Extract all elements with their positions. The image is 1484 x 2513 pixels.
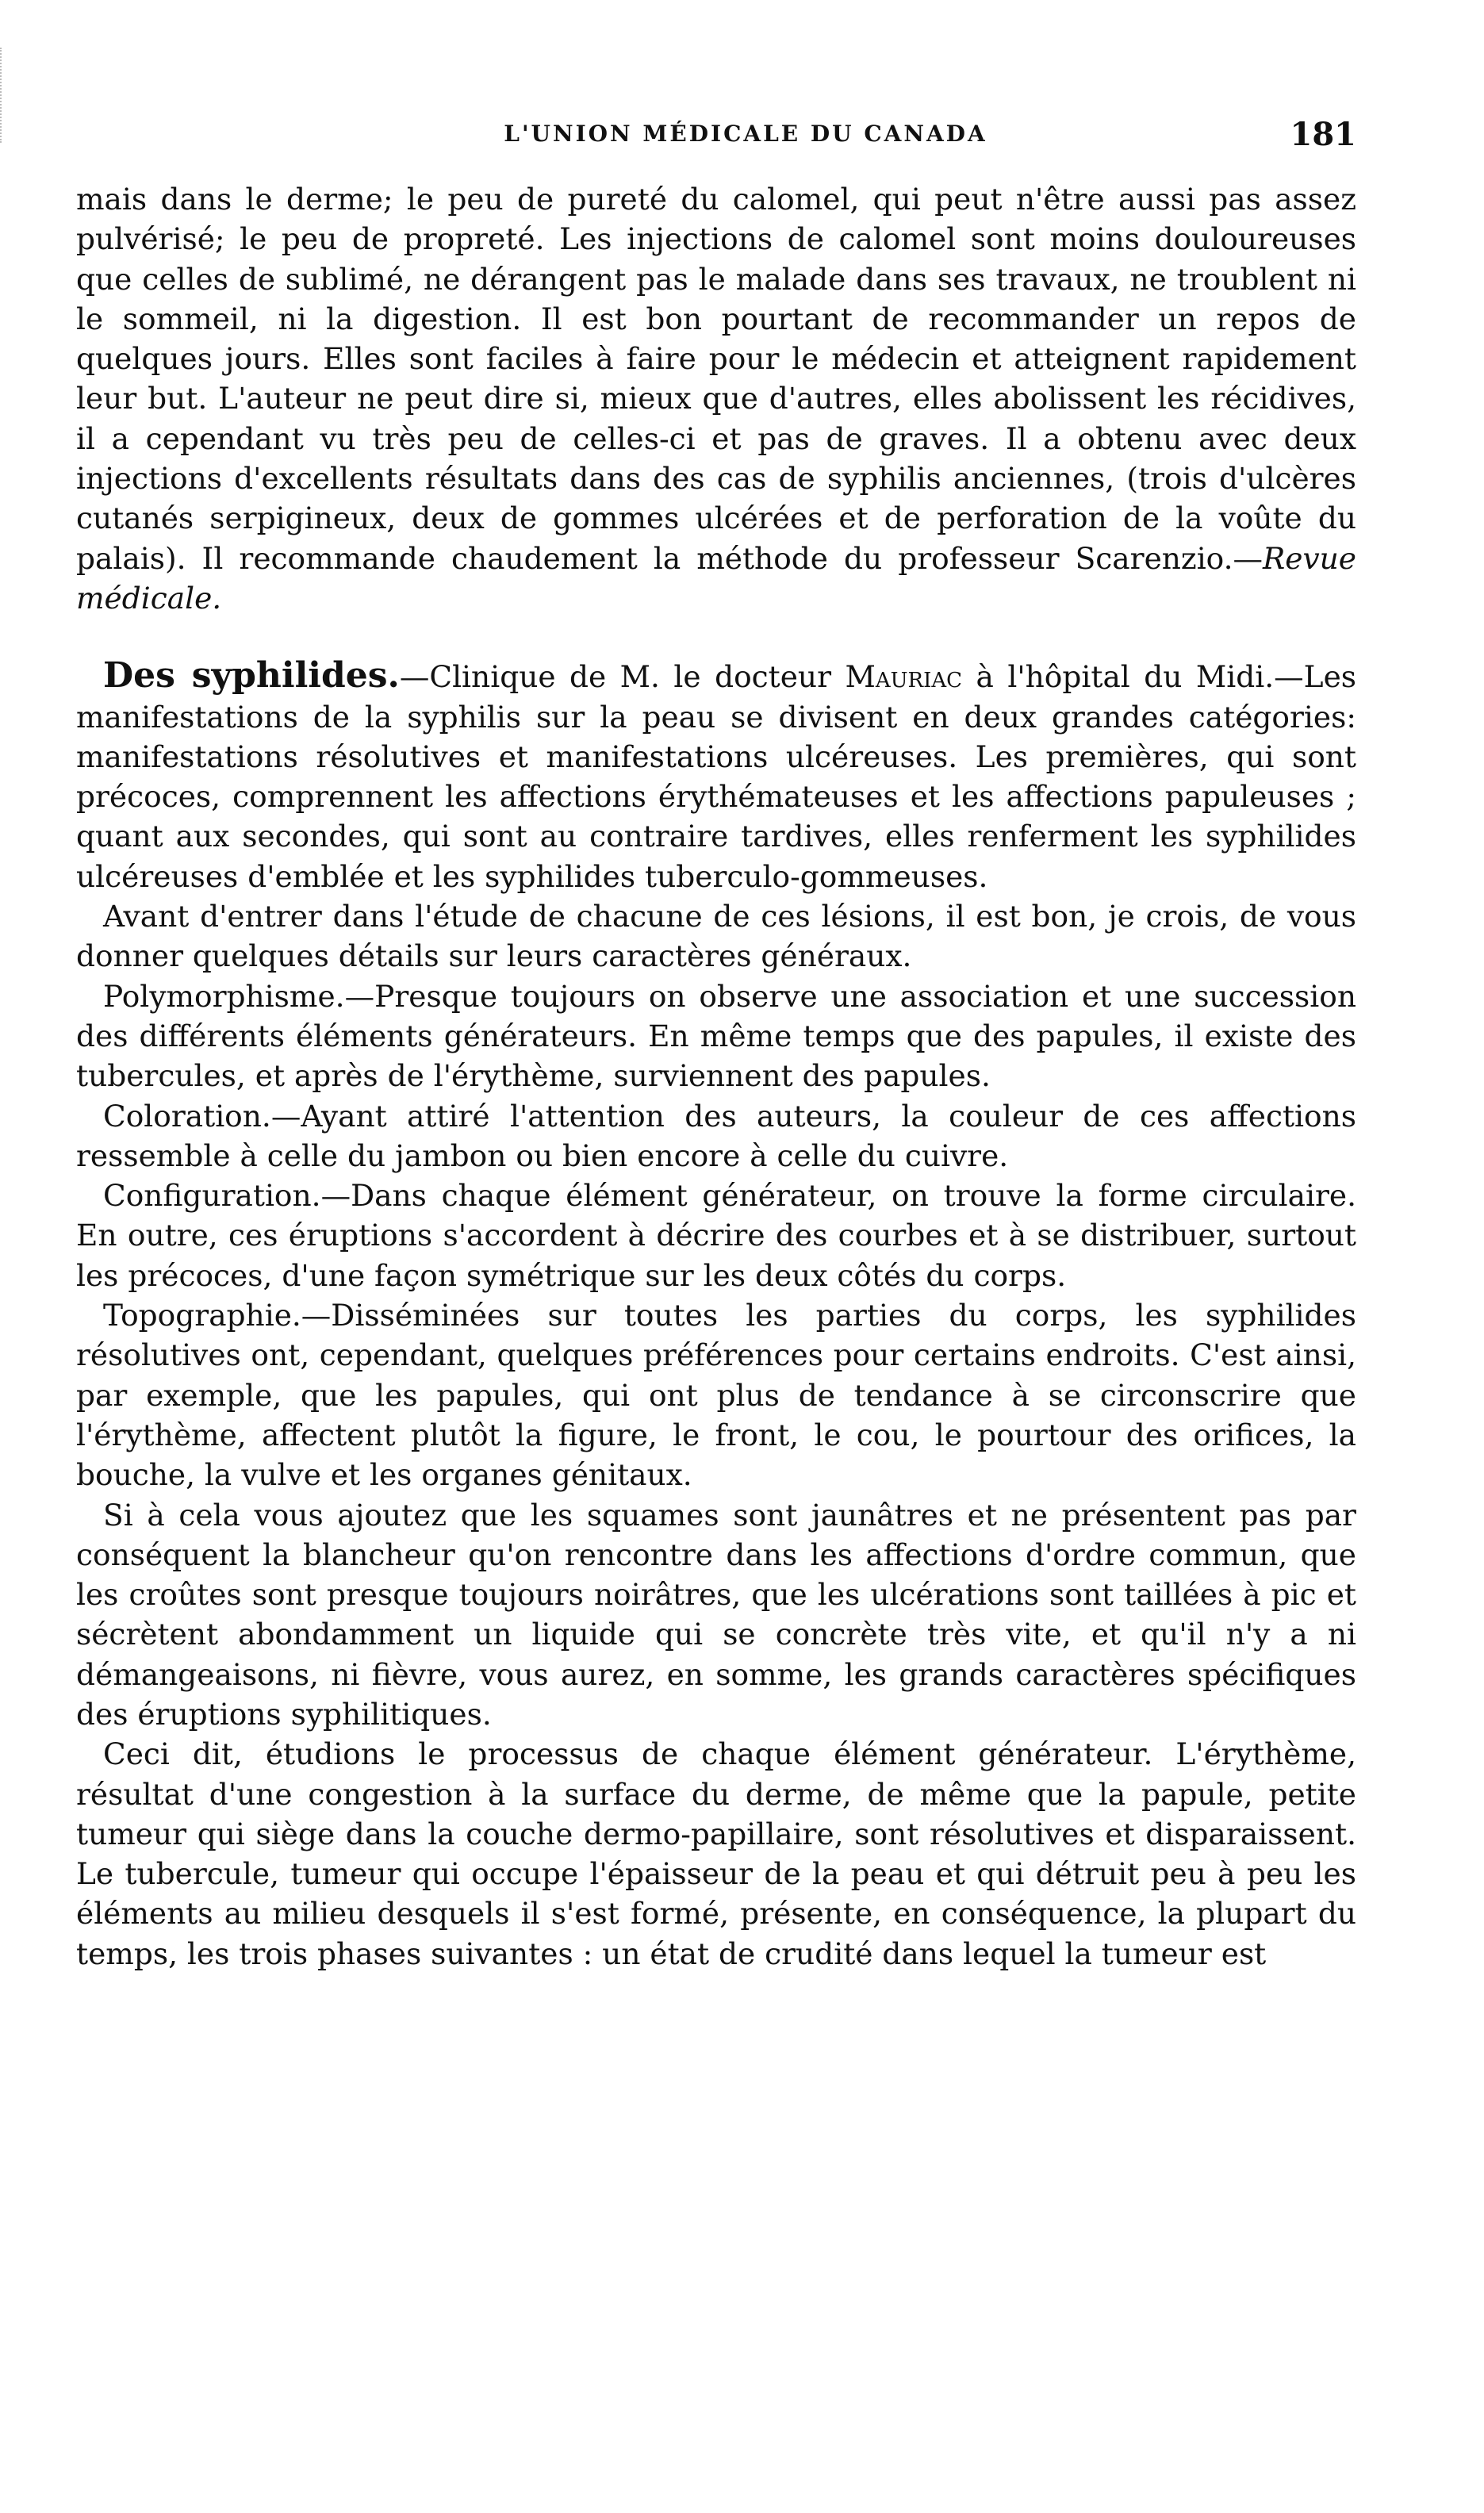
page-edge-mark [0,48,3,143]
body-text [76,179,1356,1974]
section-title: Des syphilides. [103,655,400,696]
running-title: L'UNION MÉDICALE DU CANADA [504,121,987,147]
paragraph-polymorphisme: Polymorphisme.—Presque toujours on observe une association et une succession des différents éléments générateurs. En même temps que des papules, il existe des tubercules, et après de l'érythème, surviennent des papules. [76,978,1356,1094]
paragraph-processus: Ceci dit, étudions le processus de chaque élément générateur. L'érythème, résultat d'une congestion à la surface du derme, de même que la papule, petite tumeur qui siège dans la couche dermo-papillaire, sont résolutives et disparaissent. Le tubercule, tumeur qui occupe l'épaisseur de la peau et qui détruit peu à peu les éléments au milieu desquels il s'est formé, présente, en conséquence, la plupart du temps, les trois phases suivantes : un état de crudité dans lequel la tumeur est [76,1736,1356,1971]
paragraph-configuration: Configuration.—Dans chaque élément générateur, on trouve la forme circulaire. En outre, ces éruptions s'accordent à décrire des courbes et à se distribuer, surtout les précoces, d'une façon symétrique sur les deux côtés du corps. [76,1178,1356,1293]
source-citation: Revue médicale. [76,540,1356,616]
page-header [95,116,1356,155]
doctor-name: Mauriac [845,659,963,695]
paragraph-coloration: Coloration.—Ayant attiré l'attention des auteurs, la couleur de ces affections ressemble à celle du jambon ou bien encore à celle du cuivre. [76,1098,1356,1173]
paragraph-general-characters: Avant d'entrer dans l'étude de chacune de ces lésions, il est bon, je crois, de vous donner quelques détails sur leurs caractères généraux. [76,899,1356,974]
paragraph-text: mais dans le derme; le peu de pureté du calomel, qui peut n'être aussi pas assez pulvérisé; le peu de propreté. Les injections de calomel sont moins douloureuses que celles de sublimé, ne dérangent pas le malade dans ses travaux, ne troublent ni le sommeil, ni la digestion. Il est bon pourtant de recommander un repos de quelques jours. Elles sont faciles à faire pour le médecin et atteignent rapidement leur but. L'auteur ne peut dire si, mieux que d'autres, elles abolissent les récidives, il a cependant vu très peu de celles-ci et pas de graves. Il a obtenu avec deux injections d'excellents résultats dans des cas de syphilis anciennes, (trois d'ulcères cutanés serpigineux, deux de gommes ulcérées et de perforation de la voûte du palais). Il recommande chaudement la méthode du professeur Scarenzio.— [76,182,1356,576]
intro-text-b: à l'hôpital du Midi.—Les manifestations de la syphilis sur la peau se divisent en deux grandes catégories: manifestations résolutives et manifestations ulcéreuses. Les premières, qui sont précoces, comprennent les affections érythémateuses et les affections papuleuses ; quant aux secondes, qui sont au contraire tardives, elles renferment les syphilides ulcéreuses d'emblée et les syphilides tuberculo-gommeuses. [76,659,1357,894]
page-number: 181 [1290,116,1356,153]
paragraph-syphilides-intro [76,656,1356,896]
paragraph-topographie: Topographie.—Disséminées sur toutes les parties du corps, les syphilides résolutives ont, cependant, quelques préférences pour certains endroits. C'est ainsi, par exemple, que les papules, qui ont plus de tendance à se circonscrire que l'érythème, affectent plutôt la figure, le front, le cou, le pourtour des orifices, la bouche, la vulve et les organes génitaux. [76,1298,1356,1493]
paragraph-calomel-injections [76,179,1356,618]
intro-text-a: —Clinique de M. le docteur [399,659,846,695]
paragraph-specific-characters: Si à cela vous ajoutez que les squames sont jaunâtres et ne présentent pas par conséquent la blancheur qu'on rencontre dans les affections d'ordre commun, que les croûtes sont presque toujours noirâtres, que les ulcérations sont taillées à pic et sécrètent abondamment un liquide qui se concrète très vite, et qu'il n'y a ni démangeaisons, ni fièvre, vous aurez, en somme, les grands caractères spécifiques des éruptions syphilitiques. [76,1497,1356,1732]
